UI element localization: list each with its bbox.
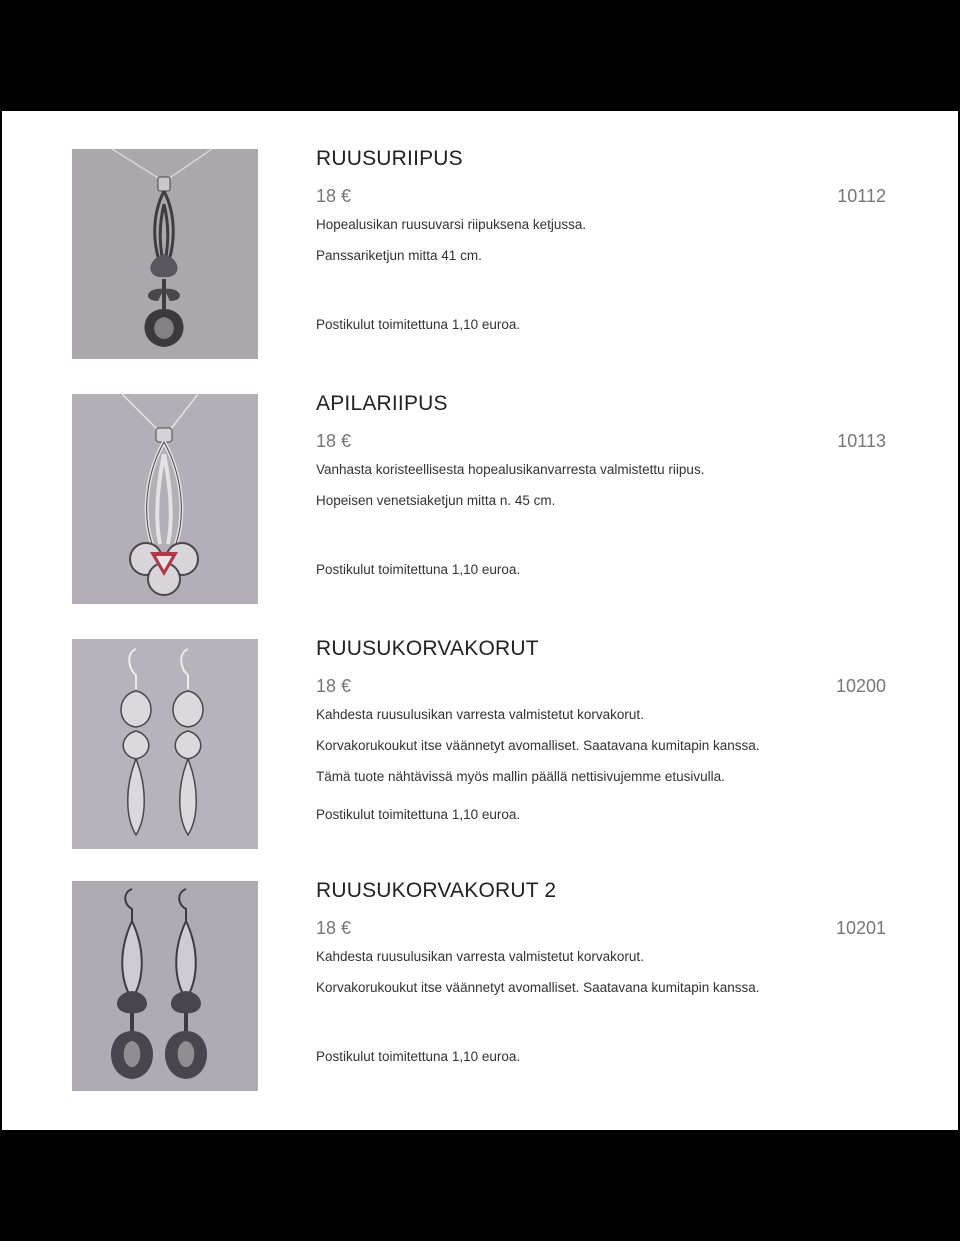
product-price: 18 € bbox=[316, 431, 352, 451]
product-description: Hopealusikan ruusuvarsi riipuksena ketjussa. bbox=[316, 217, 587, 232]
product-price: 18 € bbox=[316, 918, 352, 938]
product-title: RUUSUKORVAKORUT bbox=[316, 637, 539, 660]
product-description: Tämä tuote nähtävissä myös mallin päällä nettisivujemme etusivulla. bbox=[316, 769, 725, 784]
product-apilariipus bbox=[2, 394, 958, 606]
rose-pendant-photo bbox=[72, 149, 258, 359]
product-description: Korvakorukoukut itse väännetyt avomalliset. Saatavana kumitapin kanssa. bbox=[316, 738, 760, 753]
catalog-page bbox=[2, 111, 958, 1130]
product-description: Panssariketjun mitta 41 cm. bbox=[316, 248, 482, 263]
product-ruusukorvakorut bbox=[2, 639, 958, 851]
product-ruusukorvakorut-2 bbox=[2, 881, 958, 1093]
product-description: Kahdesta ruusulusikan varresta valmistetut korvakorut. bbox=[316, 949, 644, 964]
product-price: 18 € bbox=[316, 676, 352, 696]
product-description: Hopeisen venetsiaketjun mitta n. 45 cm. bbox=[316, 493, 556, 508]
product-code: 10112 bbox=[837, 186, 886, 206]
product-shipping: Postikulut toimitettuna 1,10 euroa. bbox=[316, 562, 521, 577]
product-title: APILARIIPUS bbox=[316, 392, 448, 415]
product-code: 10201 bbox=[835, 918, 886, 938]
product-shipping: Postikulut toimitettuna 1,10 euroa. bbox=[316, 317, 521, 332]
product-description: Vanhasta koristeellisesta hopealusikanvarresta valmistettu riipus. bbox=[316, 462, 705, 477]
product-description: Korvakorukoukut itse väännetyt avomalliset. Saatavana kumitapin kanssa. bbox=[316, 980, 760, 995]
clover-pendant-photo bbox=[72, 394, 258, 604]
product-shipping: Postikulut toimitettuna 1,10 euroa. bbox=[316, 807, 521, 822]
product-ruusuriipus bbox=[2, 149, 958, 361]
product-code: 10200 bbox=[835, 676, 886, 696]
product-shipping: Postikulut toimitettuna 1,10 euroa. bbox=[316, 1049, 521, 1064]
product-description: Kahdesta ruusulusikan varresta valmistetut korvakorut. bbox=[316, 707, 644, 722]
rose-earrings-photo bbox=[72, 639, 258, 849]
product-code: 10113 bbox=[837, 431, 886, 451]
product-title: RUUSUKORVAKORUT 2 bbox=[316, 879, 557, 902]
product-price: 18 € bbox=[316, 186, 352, 206]
rose-earrings-2-photo bbox=[72, 881, 258, 1091]
product-title: RUUSURIIPUS bbox=[316, 147, 463, 170]
